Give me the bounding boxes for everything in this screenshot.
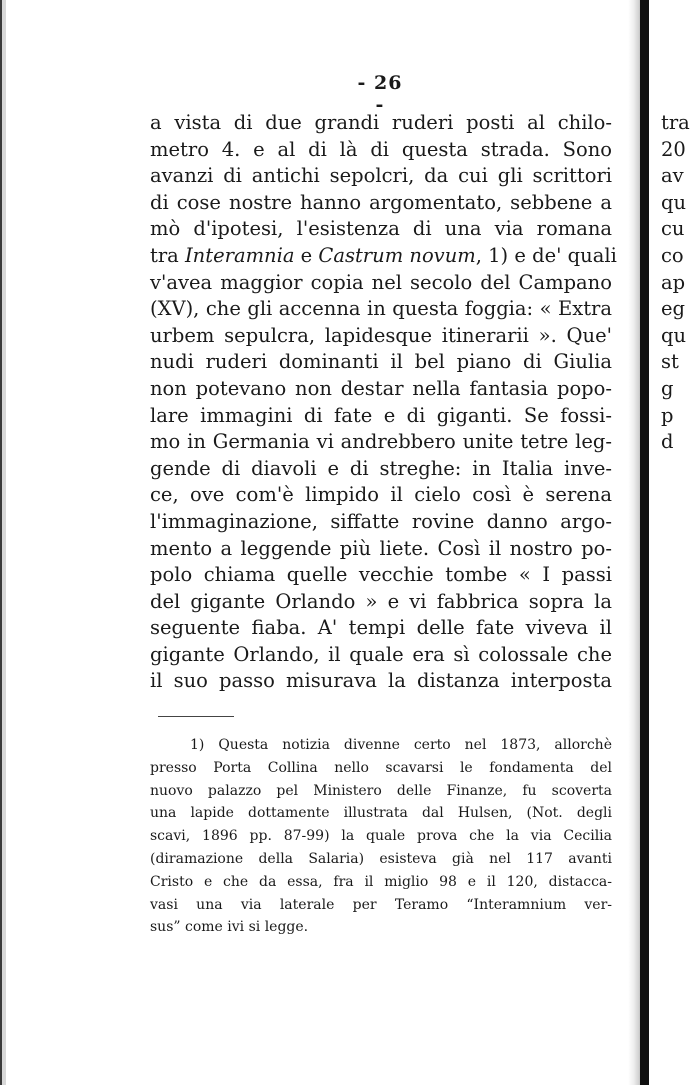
body-line: v'avea maggior copia nel secolo del Campano (150, 270, 612, 294)
body-line: seguente fiaba. A' tempi delle fate viveva il (150, 616, 612, 640)
body-line: di cose nostre hanno argomentato, sebbene a (150, 190, 612, 214)
body-line: l'immaginazione, siffatte rovine danno argo- (150, 509, 612, 533)
footnote-line: (diramazione della Salaria) esisteva già nel 117 avanti (150, 850, 612, 867)
footnote-line: 1) Questa notizia divenne certo nel 1873, allorchè (190, 737, 612, 753)
book-spine (640, 0, 649, 1085)
facing-page-line: g (661, 376, 674, 400)
facing-page-line: 20 (661, 137, 686, 161)
footnote-line: Cristo e che da essa, fra il miglio 98 e il 120, distacca- (150, 873, 612, 890)
body-line: tra Interamnia e Castrum novum, 1) e de' quali (150, 243, 617, 267)
footnote-line: nuovo palazzo pel Ministero delle Finanze, fu scoverta (150, 782, 612, 799)
footnote-line: una lapide dottamente illustrata dal Hulsen, (Not. degli (150, 805, 612, 822)
body-line: ce, ove com'è limpido il cielo così è serena (150, 483, 612, 507)
footnote-line: vasi una via laterale per Teramo “Interamnium ver- (150, 896, 612, 913)
facing-page-line: qu (661, 190, 687, 214)
body-line: nudi ruderi dominanti il bel piano di Giulia (150, 350, 612, 374)
body-line: mo in Germania vi andrebbero unite tetre leg- (150, 430, 612, 454)
facing-page-line: eg (661, 297, 686, 321)
footnote-line: presso Porta Collina nello scavarsi le fondamenta del (150, 759, 612, 776)
facing-page-fragment (649, 110, 700, 456)
body-line: del gigante Orlando » e vi fabbrica sopra la (150, 589, 612, 613)
facing-page-line: p (661, 403, 674, 427)
footnote (150, 734, 612, 939)
body-line: polo chiama quelle vecchie tombe « I passi (150, 563, 612, 587)
body-line: avanzi di antichi sepolcri, da cui gli scrittori (150, 164, 612, 188)
footnote-line: scavi, 1896 pp. 87-99) la quale prova che la via Cecilia (150, 828, 612, 845)
footnote-line: sus” come ivi si legge. (150, 919, 309, 936)
body-line: (XV), che gli accenna in questa foggia: « Extra (150, 297, 612, 321)
facing-page-line: co (661, 243, 684, 267)
facing-page-line: qu (661, 323, 687, 347)
body-line: mento a leggende più liete. Così il nostro po- (150, 536, 612, 560)
facing-page-line: av (661, 164, 684, 188)
facing-page-line: d (661, 430, 674, 454)
body-line: il suo passo misurava la distanza interposta (150, 669, 612, 693)
body-line: lare immagini di fate e di giganti. Se fossi- (150, 403, 612, 427)
body-line: gende di diavoli e di streghe: in Italia inve- (150, 456, 612, 480)
body-text (150, 110, 617, 695)
body-line: urbem sepulcra, lapidesque itinerarii ». Que' (150, 323, 612, 347)
facing-page-line: tra (661, 111, 690, 134)
body-line: metro 4. e al di là di questa strada. Sono (150, 137, 612, 161)
facing-page-line: st (661, 350, 679, 374)
facing-page-line: ap (661, 270, 686, 294)
page-number: - 26 - (357, 72, 403, 116)
footnote-separator (158, 716, 234, 717)
left-page-edge (0, 0, 6, 1085)
body-line: a vista di due grandi ruderi posti al chilo- (150, 111, 612, 134)
body-line: gigante Orlando, il quale era sì colossale che (150, 642, 612, 666)
body-line: non potevano non destar nella fantasia popo- (150, 376, 612, 400)
body-line: mò d'ipotesi, l'esistenza di una via romana (150, 217, 612, 241)
facing-page-line: cu (661, 217, 685, 241)
